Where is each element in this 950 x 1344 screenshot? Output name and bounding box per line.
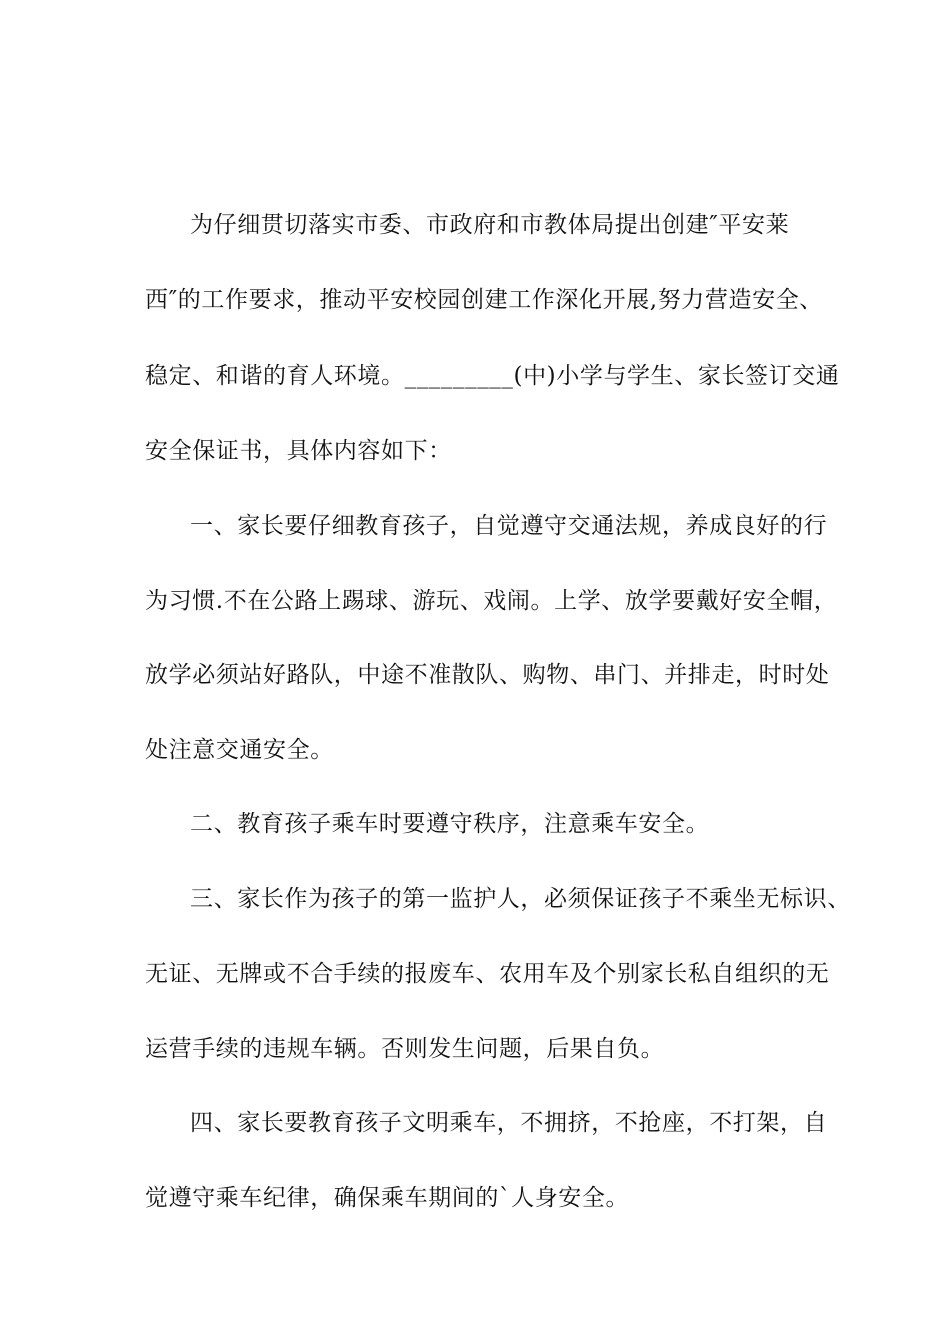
paragraph-4-line-2: 无证、无牌或不合手续的报废车、农用车及个别家长私自组织的无 xyxy=(145,961,830,987)
paragraph-3-line-1: 二、教育孩子乘车时要遵守秩序，注意乘车安全。 xyxy=(190,811,710,837)
paragraph-1-line-3: 稳定、和谐的育人环境。_________(中)小学与学生、家长签订交通 xyxy=(145,363,840,389)
paragraph-4-line-1: 三、家长作为孩子的第一监护人，必须保证孩子不乘坐无标识、 xyxy=(190,886,851,912)
paragraph-1-line-4: 安全保证书，具体内容如下： xyxy=(145,438,452,464)
paragraph-5-line-2: 觉遵守乘车纪律，确保乘车期间的`人身安全。 xyxy=(145,1185,630,1211)
paragraph-1-line-2: 西″的工作要求，推动平安校园创建工作深化开展,努力营造安全、 xyxy=(145,287,823,313)
paragraph-4-line-3: 运营手续的违规车辆。否则发生问题，后果自负。 xyxy=(145,1036,665,1062)
paragraph-2-line-4: 处注意交通安全。 xyxy=(145,737,334,763)
paragraph-5-line-1: 四、家长要教育孩子文明乘车，不拥挤，不抢座，不打架，自 xyxy=(190,1110,828,1136)
paragraph-2-line-1: 一、家长要仔细教育孩子，自觉遵守交通法规，养成良好的行 xyxy=(190,513,828,539)
paragraph-2-line-2: 为习惯.不在公路上踢球、游玩、戏闹。上学、放学要戴好安全帽， xyxy=(145,588,838,614)
paragraph-2-line-3: 放学必须站好路队，中途不准散队、购物、串门、并排走，时时处 xyxy=(145,662,830,688)
paragraph-1-line-1: 为仔细贯切落实市委、市政府和市教体局提出创建″平安莱 xyxy=(190,212,790,238)
